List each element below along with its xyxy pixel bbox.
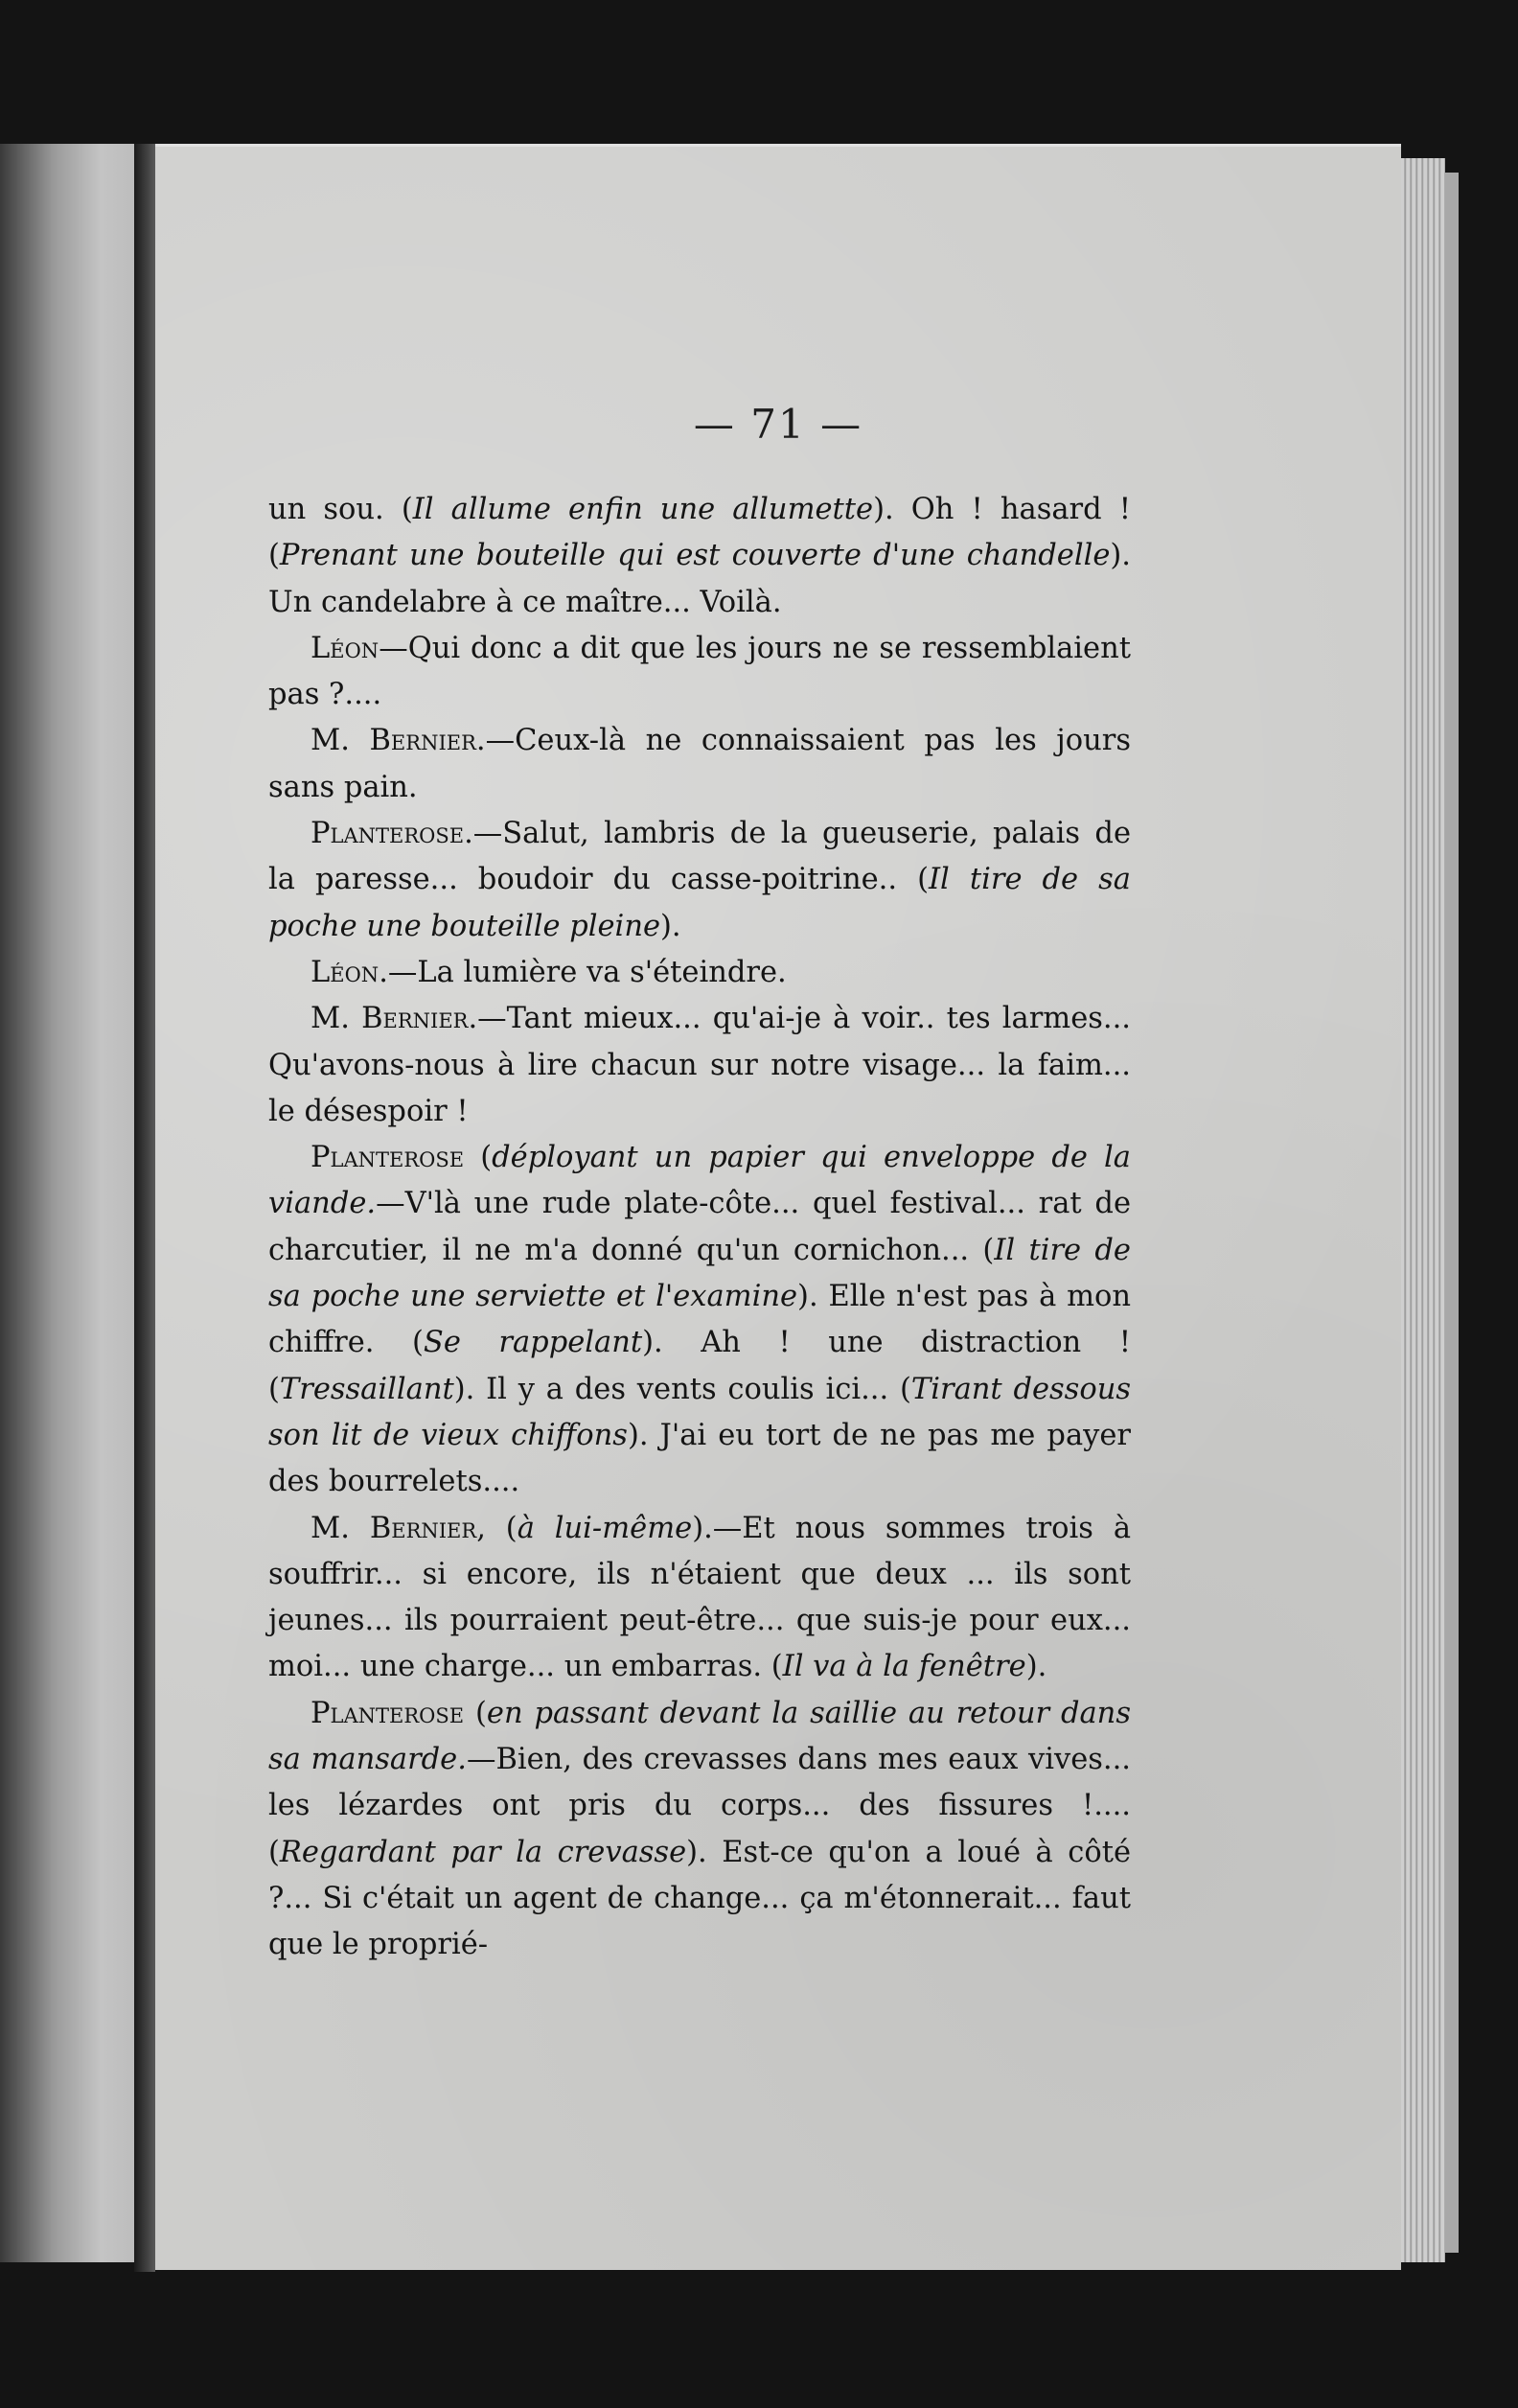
paragraph-p1	[268, 487, 1131, 626]
speaker-name: Planterose	[310, 1141, 465, 1175]
speaker-name: Léon	[310, 631, 380, 665]
dialogue-text: (	[464, 1696, 487, 1730]
dialogue-text: ). Un candelabre à ce maître... Voilà.	[268, 539, 1131, 619]
dialogue-text: (	[464, 1141, 493, 1175]
dialogue-text: —Bien, des crevasses dans mes eaux vives... les lézardes ont pris du corps... des fissures !.... (	[268, 1743, 1132, 1869]
stage-direction: Tressaillant	[279, 1372, 454, 1406]
dialogue-text: ). Oh ! hasard ! (	[268, 493, 1131, 573]
dialogue-text: ).—Et nous sommes trois à souffrir... si encore, ils n'étaient que deux ... ils sont jeunes... ils pourraient peut-être... que suis-je pour eux... moi... une charge... un embarras. (	[268, 1511, 1132, 1684]
dialogue-text: —Qui donc a dit que les jours ne se ressemblaient pas ?....	[268, 631, 1131, 712]
dialogue-text: ). J'ai eu tort de ne pas me payer des bourrelets....	[268, 1418, 1131, 1499]
dialogue-text: , (	[476, 1511, 518, 1545]
paragraph-p2	[268, 626, 1131, 719]
paragraph-p3	[268, 718, 1131, 811]
stage-direction: déployant un papier qui enveloppe de la viande.	[268, 1141, 1131, 1221]
speaker-name: Bernier	[361, 1002, 469, 1036]
page-stack-edges	[1401, 158, 1445, 2262]
dialogue-text: —V'là une rude plate-côte... quel festival... rat de charcutier, il ne m'a donné qu'un cornichon... (	[268, 1187, 1131, 1267]
dialogue-text: ). Elle n'est pas à mon chiffre. (	[268, 1280, 1131, 1360]
paragraph-p6	[268, 996, 1131, 1135]
dialogue-text: ). Est-ce qu'on a loué à côté ?... Si c'était un agent de change... ça m'étonnerait... faut que le proprié-	[268, 1835, 1131, 1962]
speaker-name: Bernier	[369, 724, 476, 758]
dialogue-text: M.	[310, 1511, 370, 1545]
dialogue-text: .—Ceux-là ne connaissaient pas les jours sans pain.	[268, 724, 1131, 804]
page-number: — 71 —	[693, 401, 863, 448]
paragraph-p4	[268, 811, 1131, 950]
stage-direction: Se rappelant	[423, 1326, 643, 1360]
stage-direction: Il tire de sa poche une serviette et l'examine	[268, 1233, 1131, 1314]
speaker-name: Bernier	[369, 1511, 477, 1545]
stage-direction: Il allume enfin une allumette	[412, 493, 874, 526]
left-page-edge	[0, 144, 140, 2262]
stage-direction: Prenant une bouteille qui est couverte d'une chandelle	[279, 539, 1111, 573]
book-gutter	[134, 144, 155, 2272]
dialogue-text: .—La lumière va s'éteindre.	[379, 955, 787, 989]
paragraph-p7	[268, 1135, 1131, 1505]
stage-direction: Il tire de sa poche une bouteille pleine	[268, 863, 1131, 943]
dialogue-text: .—Tant mieux... qu'ai-je à voir.. tes larmes... Qu'avons-nous à lire chacun sur notre visage... la faim... le désespoir !	[268, 1002, 1131, 1128]
paragraph-p9	[268, 1691, 1131, 1969]
speaker-name: Léon	[310, 955, 380, 989]
stage-direction: Regardant par la crevasse	[279, 1835, 687, 1869]
dialogue-text: ). Ah ! une distraction ! (	[268, 1326, 1132, 1406]
stage-direction: à lui-même	[517, 1511, 693, 1545]
stage-direction: Il va à la fenêtre	[782, 1650, 1026, 1684]
paragraph-p8	[268, 1506, 1131, 1691]
page-text	[268, 487, 1131, 1969]
dialogue-text: .—Salut, lambris de la gueuserie, palais de la paresse... boudoir du casse-poitrine.. (	[268, 817, 1131, 897]
speaker-name: Planterose	[310, 1696, 465, 1730]
stage-direction: Tirant dessous son lit de vieux chiffons	[268, 1372, 1131, 1452]
dialogue-text: ).	[660, 909, 681, 943]
dialogue-text: M.	[310, 1002, 362, 1036]
stage-direction: en passant devant la saillie au retour dans sa mansarde.	[268, 1696, 1131, 1777]
dialogue-text: M.	[310, 724, 370, 758]
book-page	[155, 144, 1401, 2270]
paragraph-p5	[268, 950, 1131, 996]
speaker-name: Planterose	[310, 817, 465, 851]
dialogue-text: ).	[1025, 1650, 1047, 1684]
dialogue-text: ). Il y a des vents coulis ici... (	[453, 1372, 911, 1406]
page-stack-outer	[1445, 173, 1459, 2253]
dialogue-text: un sou. (	[268, 493, 413, 526]
